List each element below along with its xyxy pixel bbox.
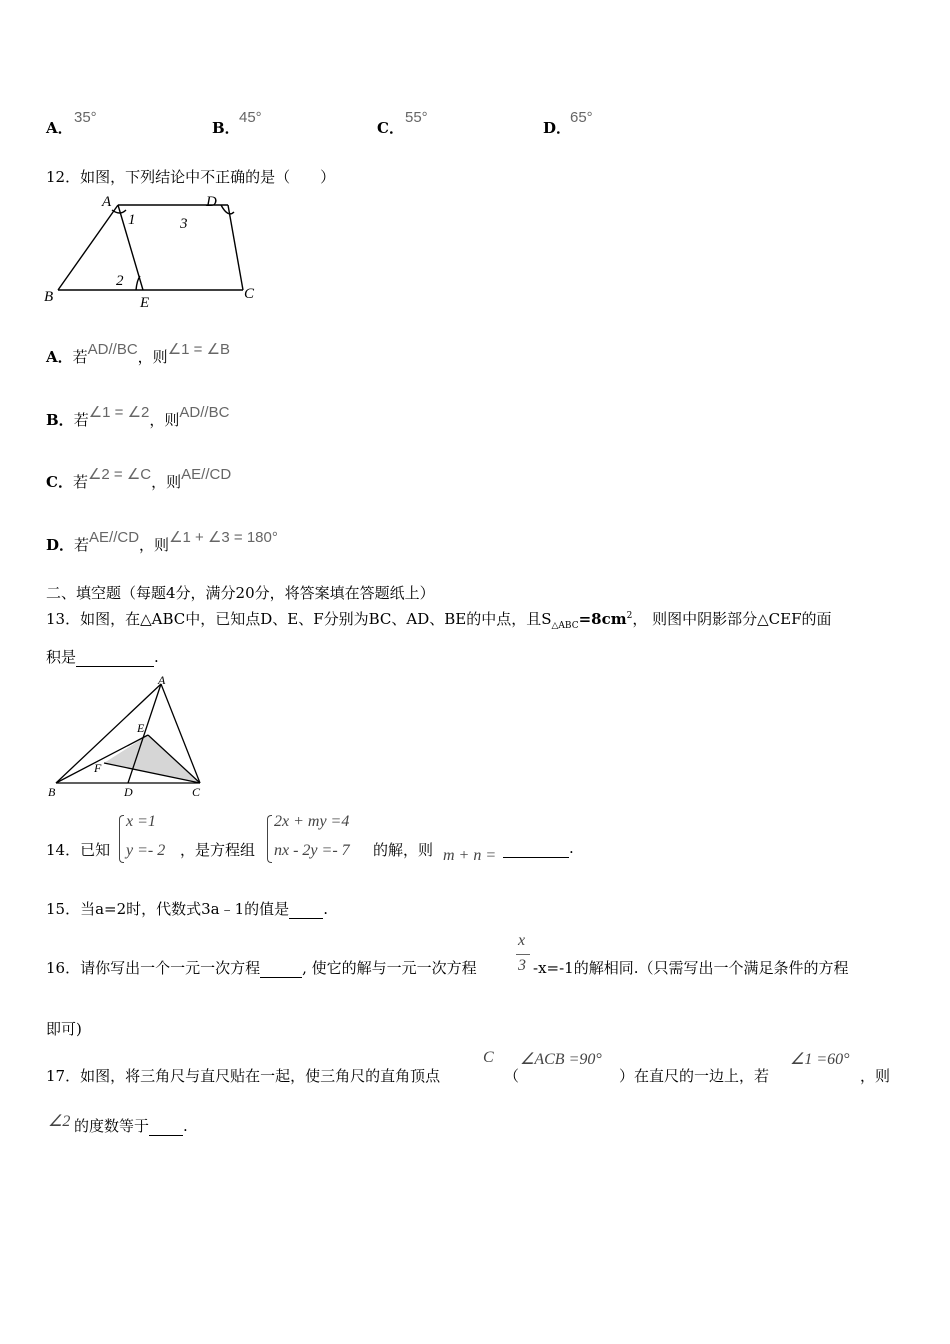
q17-suffix: ，则 [860,1067,891,1085]
q14-middle: ，是方程组 [180,841,256,859]
q15-answer-blank[interactable] [289,900,323,919]
q13-label-a: A [158,673,166,687]
q16-frac-bar [516,954,530,955]
q12-label-1: 1 [128,212,136,228]
q17-angle-2: ∠2 [48,1113,71,1130]
q16-line2: 即可) [46,1020,82,1038]
q12-option-b: B．若∠1 = ∠2，则AD//BC [46,404,230,429]
q12-label-3: 3 [180,216,188,232]
q13-label-d: D [124,785,133,799]
q14-answer: . [503,839,574,858]
q16-frac-den: 3 [518,957,526,974]
q16-line1: 16．请你写出一个一元一次方程 , 使它的解与一元一次方程 [46,959,477,977]
q13-line2: 积是 . [46,648,159,666]
q14-sys1-line2: y =- 2 [126,842,166,859]
q12-option-d: D．若AE//CD，则∠1 + ∠3 = 180° [46,529,278,554]
q13-line1: 13．如图，在△ABC中，已知点D、E、F分别为BC、AD、BE的中点，且$S_{\triangle ABC}=8cm^2$， 则图中阴影部分△CEF的面 [46,610,832,631]
q16-suffix: -x=-1的解相同.（只需写出一个满足条件的方程 [533,959,849,977]
q17-answer-blank[interactable] [149,1117,183,1136]
q11-option-c-value: 55° [405,109,428,126]
q14-prefix: 14．已知 [46,841,111,859]
q14-sys1-line1: x =1 [126,813,156,830]
q14-sys2-brace [267,815,272,863]
q13-answer-blank[interactable] [76,648,154,667]
q17-line2: 的度数等于 . [74,1117,188,1135]
q12-figure [40,190,270,310]
q14-sys2-line1: 2x + my =4 [274,813,350,830]
q17-vertex-c: C [483,1049,494,1066]
section-heading: 二、填空题（每题4分，满分20分，将答案填在答题纸上） [46,584,435,602]
q17-prefix: 17．如图，将三角尺与直尺贴在一起，使三角尺的直角顶点 [46,1067,441,1085]
q16-frac-num: x [518,932,526,949]
q11-option-a-value: 35° [74,109,97,126]
q13-label-b: B [48,785,56,799]
q15-line: 15．当a=2时，代数式3a﹣1的值是 . [46,900,328,918]
q12-option-a: A．若AD//BC，则∠1 = ∠B [46,341,231,366]
q14-expr: m + n = [443,847,497,864]
q12-label-e: E [140,295,150,310]
q12-label-a: A [102,194,112,210]
q12-label-b: B [44,289,54,305]
q16-answer-blank[interactable] [260,959,302,978]
q13-label-e: E [137,721,145,735]
q11-option-d-value: 65° [570,109,593,126]
q12-stem: 12．如图，下列结论中不正确的是（ ） [46,168,336,186]
q11-option-c-label: C． [377,119,404,137]
q14-suffix: 的解，则 [373,841,434,859]
q17-angle-acb: ∠ACB =90° [520,1051,602,1068]
q17-paren-close: ）在直尺的一边上，若 [619,1067,770,1085]
q11-option-b-value: 45° [239,109,262,126]
q17-angle-1: ∠1 =60° [790,1051,850,1068]
q13-label-c: C [192,785,201,799]
q12-label-c: C [244,286,255,302]
q13-figure [44,672,214,800]
q12-label-d: D [206,194,217,210]
q14-sys2-line2: nx - 2y =- 7 [274,842,350,859]
q12-label-2: 2 [116,273,124,289]
q11-option-b-label: B． [212,119,240,137]
q12-option-c: C．若∠2 = ∠C，则AE//CD [46,466,232,491]
q14-answer-blank[interactable] [503,839,569,858]
q11-option-a-label: A． [46,119,73,137]
q14-sys1-brace [119,815,124,863]
q17-paren-open: （ [504,1067,520,1085]
q11-option-d-label: D． [543,119,572,137]
q13-label-f: F [94,761,102,775]
